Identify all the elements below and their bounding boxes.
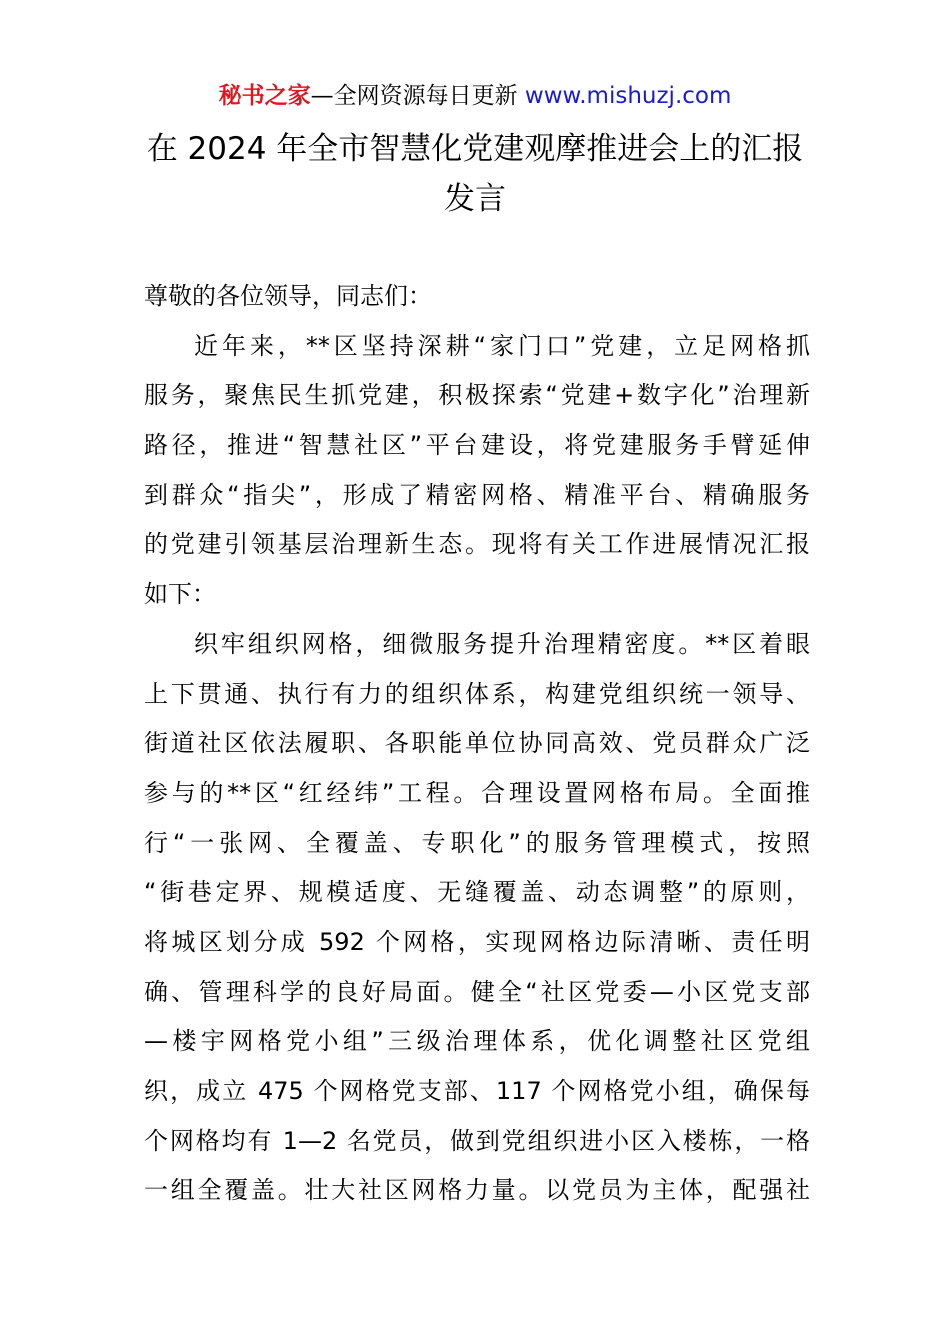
- salutation: 尊敬的各位领导，同志们：: [144, 282, 432, 310]
- paragraph-2: [144, 620, 810, 1216]
- paragraph-line: 织牢组织网格，细微服务提升治理精密度。**区着眼: [194, 629, 810, 658]
- site-tagline: —全网资源每日更新: [310, 83, 518, 109]
- document-title: [120, 124, 830, 224]
- paragraph-line: 一组全覆盖。壮大社区网格力量。以党员为主体，配强社: [144, 1176, 810, 1205]
- paragraph-line: 服务，聚焦民生抓党建，积极探索“党建+数字化”治理新: [144, 381, 810, 410]
- paragraph-line: 上下贯通、执行有力的组织体系，构建党组织统一领导、: [144, 679, 810, 708]
- site-header: [0, 78, 950, 114]
- paragraph-line: 确、管理科学的良好局面。健全“社区党委—小区党支部: [144, 977, 810, 1006]
- paragraph-line: 路径，推进“智慧社区”平台建设，将党建服务手臂延伸: [144, 431, 810, 460]
- paragraph-line: 参与的**区“红经纬”工程。合理设置网格布局。全面推: [144, 778, 810, 807]
- paragraph-line: 将城区划分成 592 个网格，实现网格边际清晰、责任明: [144, 927, 810, 956]
- site-url-link[interactable]: www.mishuzj.com: [524, 83, 732, 109]
- title-line-1: 在 2024 年全市智慧化党建观摩推进会上的汇报: [146, 131, 804, 167]
- brand-name: 秘书之家: [218, 83, 311, 109]
- title-line-2: 发言: [444, 181, 506, 217]
- paragraph-line: 个网格均有 1—2 名党员，做到党组织进小区入楼栋，一格: [144, 1126, 810, 1155]
- paragraph-line: 的党建引领基层治理新生态。现将有关工作进展情况汇报: [144, 530, 810, 559]
- paragraph-line: 到群众“指尖”，形成了精密网格、精准平台、精确服务: [144, 480, 810, 509]
- paragraph-line: 如下：: [144, 580, 216, 609]
- paragraph-line: 行“一张网、全覆盖、专职化”的服务管理模式，按照: [144, 828, 810, 857]
- paragraph-line: —楼宇网格党小组”三级治理体系，优化调整社区党组: [144, 1027, 810, 1056]
- paragraph-line: 近年来，**区坚持深耕“家门口”党建，立足网格抓: [194, 331, 810, 360]
- document-body: [144, 272, 810, 1216]
- paragraph-line: 街道社区依法履职、各职能单位协同高效、党员群众广泛: [144, 729, 810, 758]
- paragraph-1: [144, 322, 810, 620]
- paragraph-line: 织，成立 475 个网格党支部、117 个网格党小组，确保每: [144, 1077, 810, 1105]
- paragraph-line: “街巷定界、规模适度、无缝覆盖、动态调整”的原则，: [144, 878, 810, 907]
